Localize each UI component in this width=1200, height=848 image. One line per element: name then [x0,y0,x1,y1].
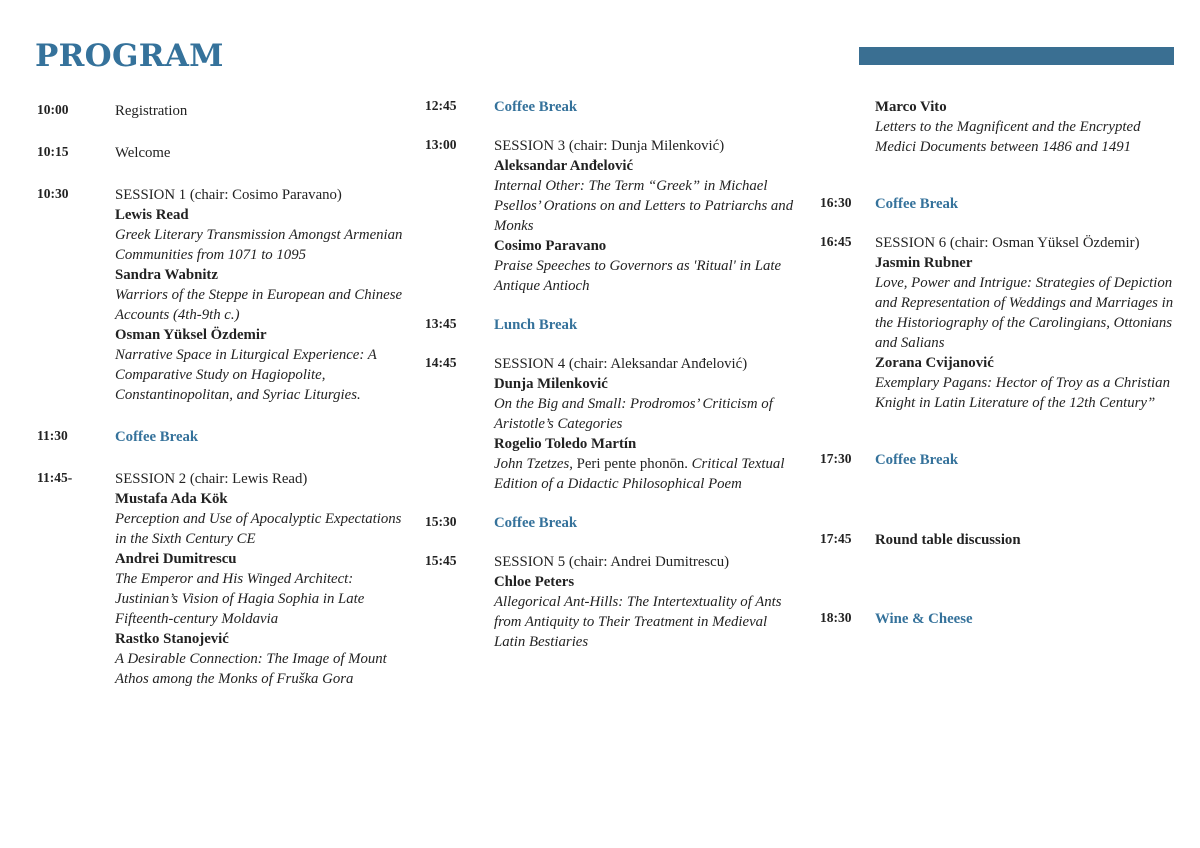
session-block [820,233,1175,413]
entry-time: 18:30 [820,610,852,625]
speaker-name: Rogelio Toledo Martín [494,436,637,452]
talk-title-work: , Peri pente phonōn. [569,456,688,472]
page-title: PROGRAM [35,38,224,74]
session-name: SESSION 2 [115,471,187,487]
entry-time: 17:30 [820,451,852,466]
talk-title: On the Big and Small: Prodromos’ Criticism of Aristotle’s Categories [494,396,773,432]
entry-time: 16:30 [820,195,852,210]
entry-time: 11:45- [37,470,73,485]
speaker-name: Dunja Milenković [494,376,608,392]
entry-label: Coffee Break [494,99,578,115]
entry-label: Wine & Cheese [875,611,973,627]
speaker-name: Lewis Read [115,207,189,223]
program-entry [820,530,1175,550]
speaker-name: Zorana Cvijanović [875,355,994,371]
talk-title: Internal Other: The Term “Greek” in Michael Psellos’ Orations on and Letters to Patriarchs and Monks [494,178,794,234]
program-entry [37,143,407,163]
talk-title: Warriors of the Steppe in European and Chinese Accounts (4th-9th c.) [115,287,403,323]
session-heading [494,136,795,156]
entry-time: 10:00 [37,102,69,117]
session-block [425,354,795,494]
speaker-name: Marco Vito [875,99,947,115]
session-block [37,469,407,689]
entry-time: 15:45 [425,553,457,568]
program-entry [425,97,795,117]
speaker-name: Cosimo Paravano [494,238,607,254]
talk-title: Perception and Use of Apocalyptic Expectations in the Sixth Century CE [115,511,402,547]
speaker-name: Aleksandar Anđelović [494,158,634,174]
entry-label: Coffee Break [875,196,959,212]
session-chair: (chair: Lewis Read) [189,471,308,487]
speaker-name: Osman Yüksel Özdemir [115,327,267,343]
talk-title: Exemplary Pagans: Hector of Troy as a Christian Knight in Latin Literature of the 12th Century” [875,375,1170,411]
program-entry [820,450,1175,470]
session-name: SESSION 3 [494,138,566,154]
talk-title: Allegorical Ant-Hills: The Intertextuality of Ants from Antiquity to Their Treatment in Medieval Latin Bestiaries [494,594,782,650]
session-block [37,185,407,405]
session-chair: (chair: Osman Yüksel Özdemir) [946,235,1140,251]
talk-title-rest: Critical Textual Edition of a Didactic Philosophical Poem [494,456,785,492]
header-accent-bar [859,47,1174,65]
entry-time: 14:45 [425,355,457,370]
entry-time: 10:30 [37,186,69,201]
entry-time: 12:45 [425,98,457,113]
talk-title: A Desirable Connection: The Image of Mount Athos among the Monks of Fruška Gora [115,651,387,687]
program-column-1 [37,101,407,689]
talk-title: Letters to the Magnificent and the Encrypted Medici Documents between 1486 and 1491 [875,119,1141,155]
talk-title: Greek Literary Transmission Amongst Armenian Communities from 1071 to 1095 [115,227,403,263]
talk-title: Praise Speeches to Governors as 'Ritual' in Late Antique Antioch [494,258,782,294]
speaker-name: Andrei Dumitrescu [115,551,237,567]
program-column-3 [820,97,1175,629]
session-name: SESSION 6 [875,235,947,251]
entry-time: 15:30 [425,514,457,529]
entry-label: Coffee Break [875,452,959,468]
entry-label: Lunch Break [494,317,578,333]
session-heading [494,552,795,572]
entry-time: 13:45 [425,316,457,331]
program-entry [37,427,407,447]
entry-time: 16:45 [820,234,852,249]
session-block [425,136,795,296]
talk-title-author: John Tzetzes [494,456,570,472]
program-column-2 [425,97,795,652]
program-entry [37,101,407,121]
entry-label: Coffee Break [494,515,578,531]
session-chair: (chair: Aleksandar Anđelović) [568,356,748,372]
session-heading [115,185,407,205]
session-name: SESSION 4 [494,356,566,372]
session-heading [875,233,1175,253]
speaker-name: Jasmin Rubner [875,255,973,271]
program-entry [820,194,1175,214]
session-heading [494,354,795,374]
session-chair: (chair: Dunja Milenković) [568,138,725,154]
speaker-name: Rastko Stanojević [115,631,229,647]
talk-title: The Emperor and His Winged Architect: Justinian’s Vision of Hagia Sophia in Late Fifteenth-century Moldavia [115,571,365,627]
entry-time: 13:00 [425,137,457,152]
entry-label: Round table discussion [875,532,1021,548]
program-entry [425,513,795,533]
session-chair: (chair: Cosimo Paravano) [189,187,342,203]
talk-title: Love, Power and Intrigue: Strategies of Depiction and Representation of Weddings and Marriages in the Historiography of the Carolingians, Ottonians and Salians [875,275,1174,351]
entry-label: Welcome [115,145,171,161]
entry-time: 17:45 [820,531,852,546]
entry-time: 11:30 [37,428,68,443]
speaker-name: Mustafa Ada Kök [115,491,228,507]
session-name: SESSION 1 [115,187,187,203]
program-entry [425,315,795,335]
talk-continuation [820,97,1175,157]
talk-title: Narrative Space in Liturgical Experience: A Comparative Study on Hagiopolite, Constantinopolitan, and Syriac Liturgies. [115,347,377,403]
session-block [425,552,795,652]
session-heading [115,469,407,489]
program-entry [820,609,1175,629]
speaker-name: Sandra Wabnitz [115,267,218,283]
speaker-name: Chloe Peters [494,574,575,590]
entry-label: Registration [115,103,188,119]
talk-title [494,454,795,494]
entry-time: 10:15 [37,144,69,159]
session-chair: (chair: Andrei Dumitrescu) [568,554,730,570]
session-name: SESSION 5 [494,554,566,570]
entry-label: Coffee Break [115,429,199,445]
